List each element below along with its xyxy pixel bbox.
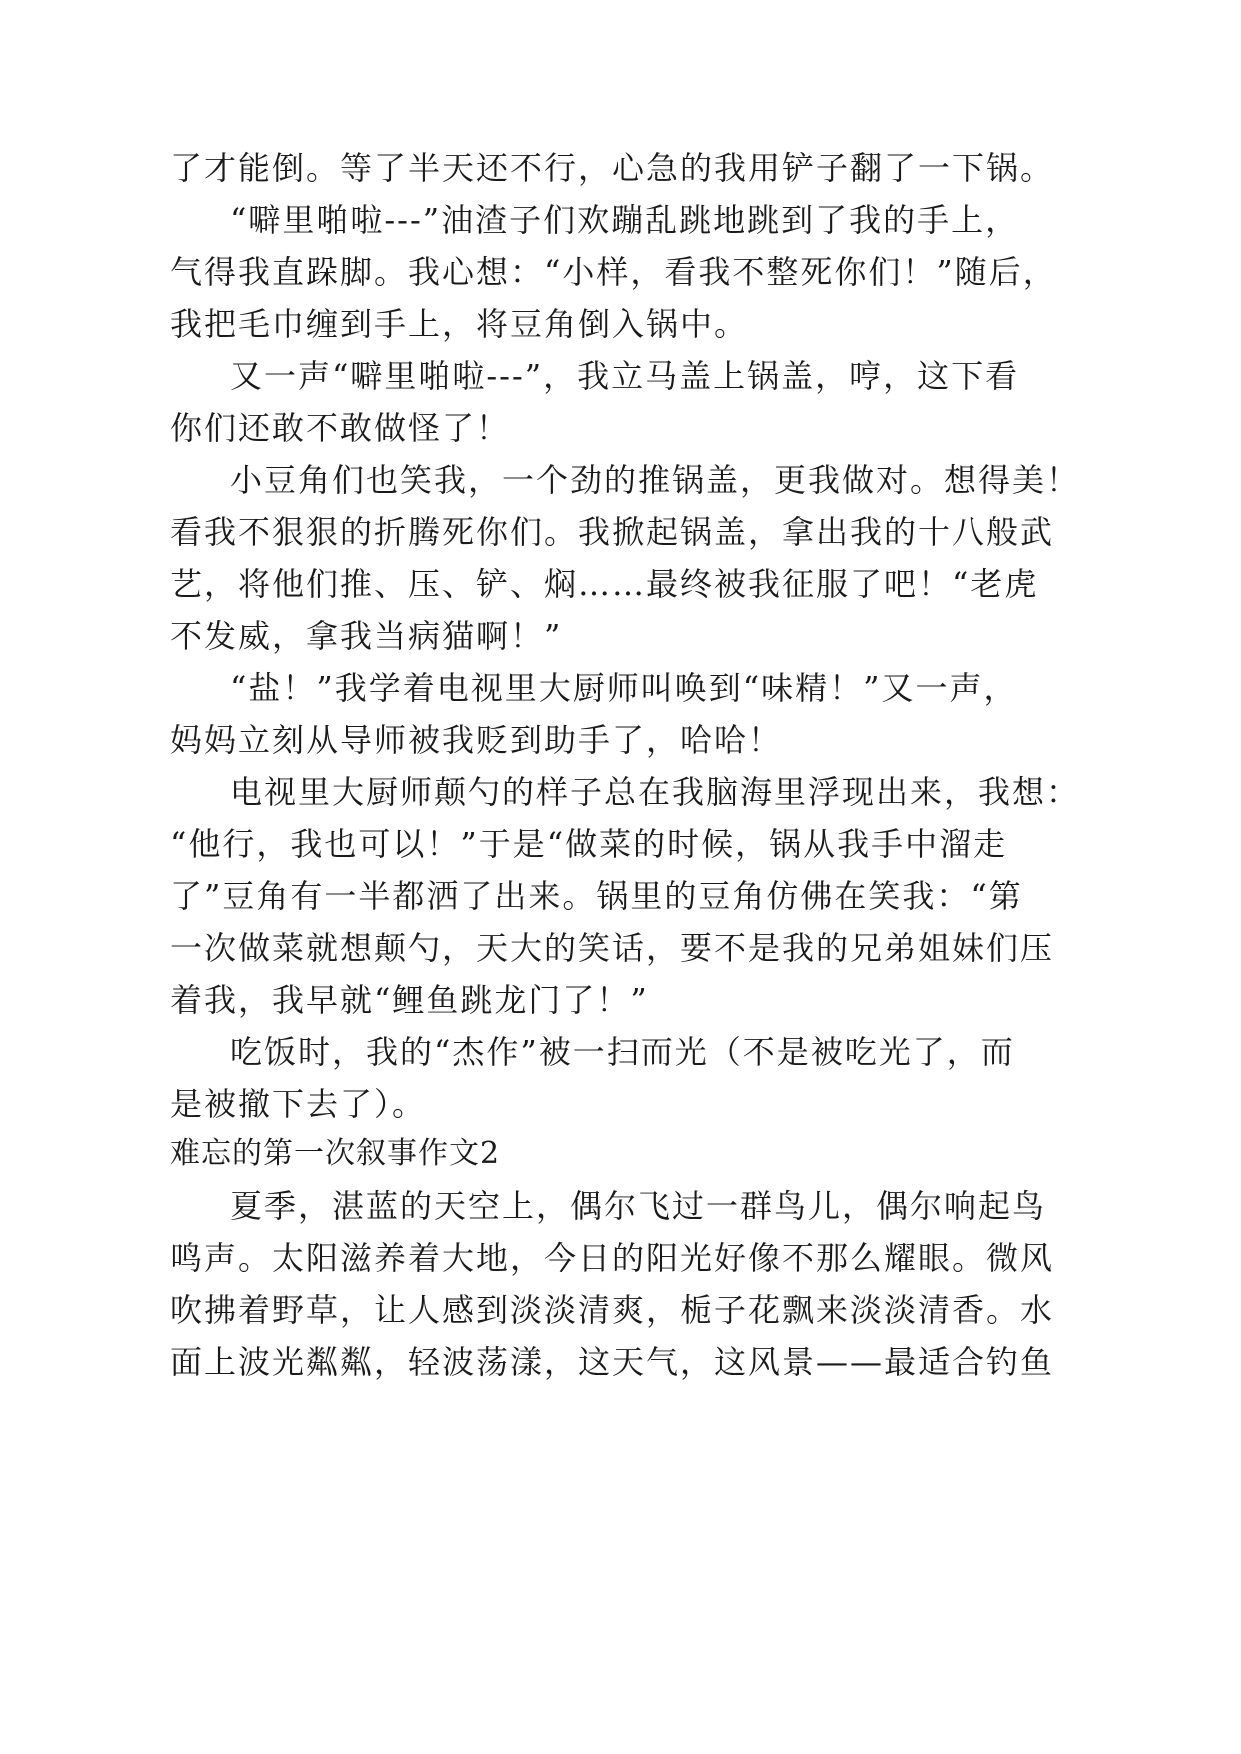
text-line: 面上波光粼粼，轻波荡漾，这天气，这风景——最适合钓鱼 [170, 1343, 1055, 1381]
text-line: 电视里大厨师颠勺的样子总在我脑海里浮现出来，我想： [230, 773, 1081, 811]
text-line: 是被撤下去了）。 [170, 1085, 427, 1123]
text-line: 了才能倒。等了半天还不行，心急的我用铲子翻了一下锅。 [170, 149, 1055, 187]
text-line: 看我不狠狠的折腾死你们。我掀起锅盖，拿出我的十八般武 [170, 513, 1055, 551]
text-line: “噼里啪啦---”油渣子们欢蹦乱跳地跳到了我的手上， [230, 201, 1020, 239]
text-line: 小豆角们也笑我，一个劲的推锅盖，更我做对。想得美！ [230, 461, 1081, 499]
text-line: 鸣声。太阳滋养着大地，今日的阳光好像不那么耀眼。微风 [170, 1239, 1055, 1277]
text-line: 着我，我早就“鲤鱼跳龙门了！” [170, 981, 649, 1019]
text-line: 又一声“噼里啪啦---”，我立马盖上锅盖，哼，这下看 [230, 357, 1020, 395]
text-line: 气得我直跺脚。我心想：“小样，看我不整死你们！”随后， [170, 253, 1057, 291]
text-line: “他行，我也可以！”于是“做菜的时候，锅从我手中溜走 [170, 825, 1008, 863]
text-line: 吹拂着野草，让人感到淡淡清爽，栀子花飘来淡淡清香。水 [170, 1291, 1055, 1329]
text-line: 艺，将他们推、压、铲、焖……最终被我征服了吧！“老虎 [170, 565, 1039, 603]
text-line: 妈妈立刻从导师被我贬到助手了，哈哈！ [170, 721, 783, 759]
text-line: “盐！”我学着电视里大厨师叫唤到“味精！”又一声， [230, 669, 1018, 707]
text-line: 不发威，拿我当病猫啊！” [170, 617, 563, 655]
text-line: 夏季，湛蓝的天空上，偶尔飞过一群鸟儿，偶尔响起鸟 [230, 1187, 1047, 1225]
text-line: 一次做菜就想颠勺，天大的笑话，要不是我的兄弟姐妹们压 [170, 929, 1055, 967]
text-line: 吃饭时，我的“杰作”被一扫而光（不是被吃光了，而 [230, 1033, 1015, 1071]
section-heading: 难忘的第一次叙事作文2 [170, 1136, 501, 1171]
text-line: 了”豆角有一半都洒了出来。锅里的豆角仿佛在笑我：“第 [170, 877, 1023, 915]
text-line: 我把毛巾缠到手上，将豆角倒入锅中。 [170, 305, 749, 343]
text-line: 你们还敢不敢做怪了！ [170, 409, 511, 447]
